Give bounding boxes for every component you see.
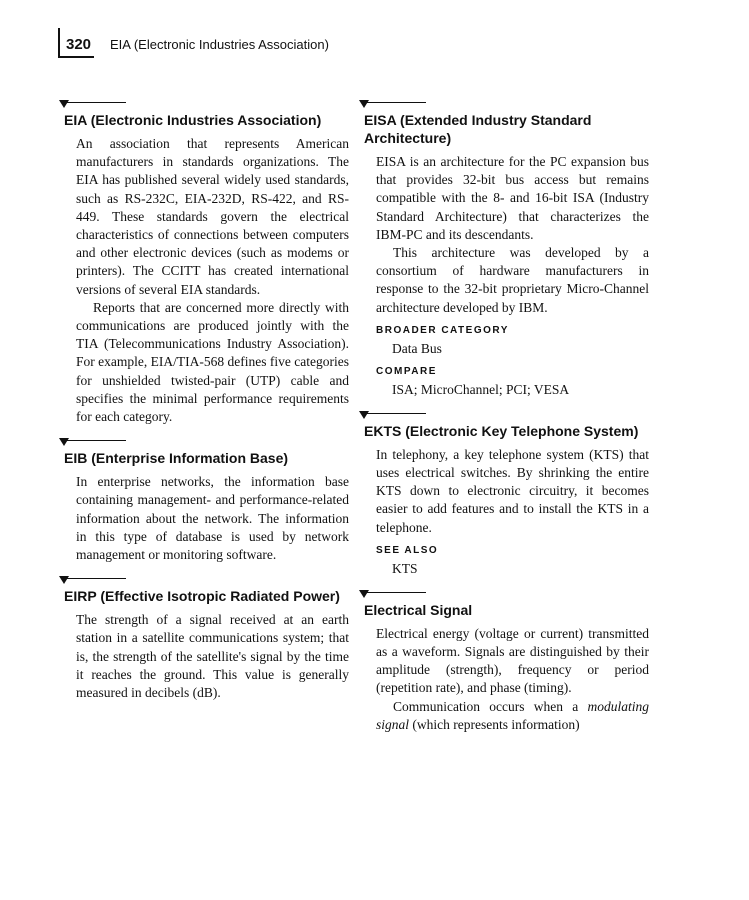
entry-marker bbox=[364, 100, 649, 109]
entry-body bbox=[376, 446, 649, 537]
paragraph-text: Communication occurs when a bbox=[393, 698, 588, 714]
entry-term: Electrical Signal bbox=[364, 601, 473, 618]
header-bar bbox=[58, 28, 60, 56]
compare-value: ISA; MicroChannel; PCI; VESA bbox=[392, 381, 570, 397]
entry-marker bbox=[364, 590, 649, 599]
entry-body bbox=[376, 153, 649, 317]
entry-marker bbox=[64, 438, 349, 447]
broader-category-label: BROADER CATEGORY bbox=[376, 324, 509, 336]
entry-term: EISA (Extended Industry Standard Architecture) bbox=[364, 112, 592, 146]
entry-body bbox=[76, 135, 349, 426]
entry-eisa bbox=[364, 100, 649, 399]
running-title: EIA (Electronic Industries Association) bbox=[110, 37, 329, 52]
page-number: 320 bbox=[66, 36, 92, 53]
entry-eia bbox=[64, 100, 349, 426]
paragraph-text: (which represents information) bbox=[409, 716, 580, 732]
right-column bbox=[364, 100, 649, 746]
compare-label: COMPARE bbox=[376, 365, 437, 377]
entry-marker bbox=[364, 411, 649, 420]
entry-term: EIB (Enterprise Information Base) bbox=[64, 450, 289, 467]
see-also-value: KTS bbox=[392, 560, 418, 576]
entry-paragraph: Electrical energy (voltage or current) transmitted as a waveform. Signals are distinguished by their amplitude (strength), frequency or period (repetition rate), and phase (timing). bbox=[376, 625, 649, 696]
entry-ekts bbox=[364, 411, 649, 578]
entry-paragraph: The strength of a signal received at an earth station in a satellite communications system; that is, the strength of the satellite's signal by the time it reaches the ground. This value is generally measured in decibels (dB). bbox=[76, 612, 349, 701]
entry-paragraph bbox=[376, 698, 649, 734]
entry-paragraph: In enterprise networks, the information base containing management- and performance-related information about the network. The information in this type of database is used by network management or monitoring software. bbox=[76, 474, 349, 563]
header-rule bbox=[58, 56, 94, 58]
entry-electrical-signal bbox=[364, 590, 649, 734]
entry-term: EIRP (Effective Isotropic Radiated Power) bbox=[64, 588, 340, 605]
entry-eib bbox=[64, 438, 349, 564]
broader-category-value: Data Bus bbox=[392, 340, 442, 356]
entry-body bbox=[376, 625, 649, 734]
entry-paragraph: This architecture was developed by a consortium of hardware manufacturers in response to the 32-bit proprietary Micro-Channel architecture developed by IBM. bbox=[376, 245, 649, 315]
left-column bbox=[64, 100, 349, 714]
entry-paragraph: In telephony, a key telephone system (KTS) that uses electrical switches. By shrinking the entire KTS down to electronic circuitry, it becomes easier to add features and to install the KTS in a telephone. bbox=[376, 446, 649, 535]
see-also-label: SEE ALSO bbox=[376, 544, 439, 556]
entry-marker bbox=[64, 100, 349, 109]
emphasized-term: modulating signal bbox=[376, 698, 649, 732]
entry-paragraph: An association that represents American manufacturers in standards organizations. The EIA has published several widely used standards, such as RS-232C, EIA-232D, RS-422, and RS-449. These standards govern the electrical characteristics of connections between computers and other electronic devices (such as modems or printers). The CCITT has created international versions of several EIA standards. bbox=[76, 136, 349, 297]
entry-body bbox=[76, 473, 349, 564]
entry-paragraph: EISA is an architecture for the PC expansion bus that provides 32-bit bus access but remains compatible with the 8- and 16-bit ISA (Industry Standard Architecture) that characterizes the IBM-PC and its descendants. bbox=[376, 154, 649, 242]
entry-paragraph: Reports that are concerned more directly with communications are produced jointly with the TIA (Telecommunications Industry Association). For example, EIA/TIA-568 defines five categories for unshielded twisted-pair (UTP) cable and specifies the minimal performance requirements for each category. bbox=[76, 299, 349, 425]
entry-marker bbox=[64, 576, 349, 585]
entry-term: EKTS (Electronic Key Telephone System) bbox=[364, 422, 639, 439]
entry-body bbox=[76, 611, 349, 702]
entry-term: EIA (Electronic Industries Association) bbox=[64, 112, 322, 128]
entry-eirp bbox=[64, 576, 349, 702]
